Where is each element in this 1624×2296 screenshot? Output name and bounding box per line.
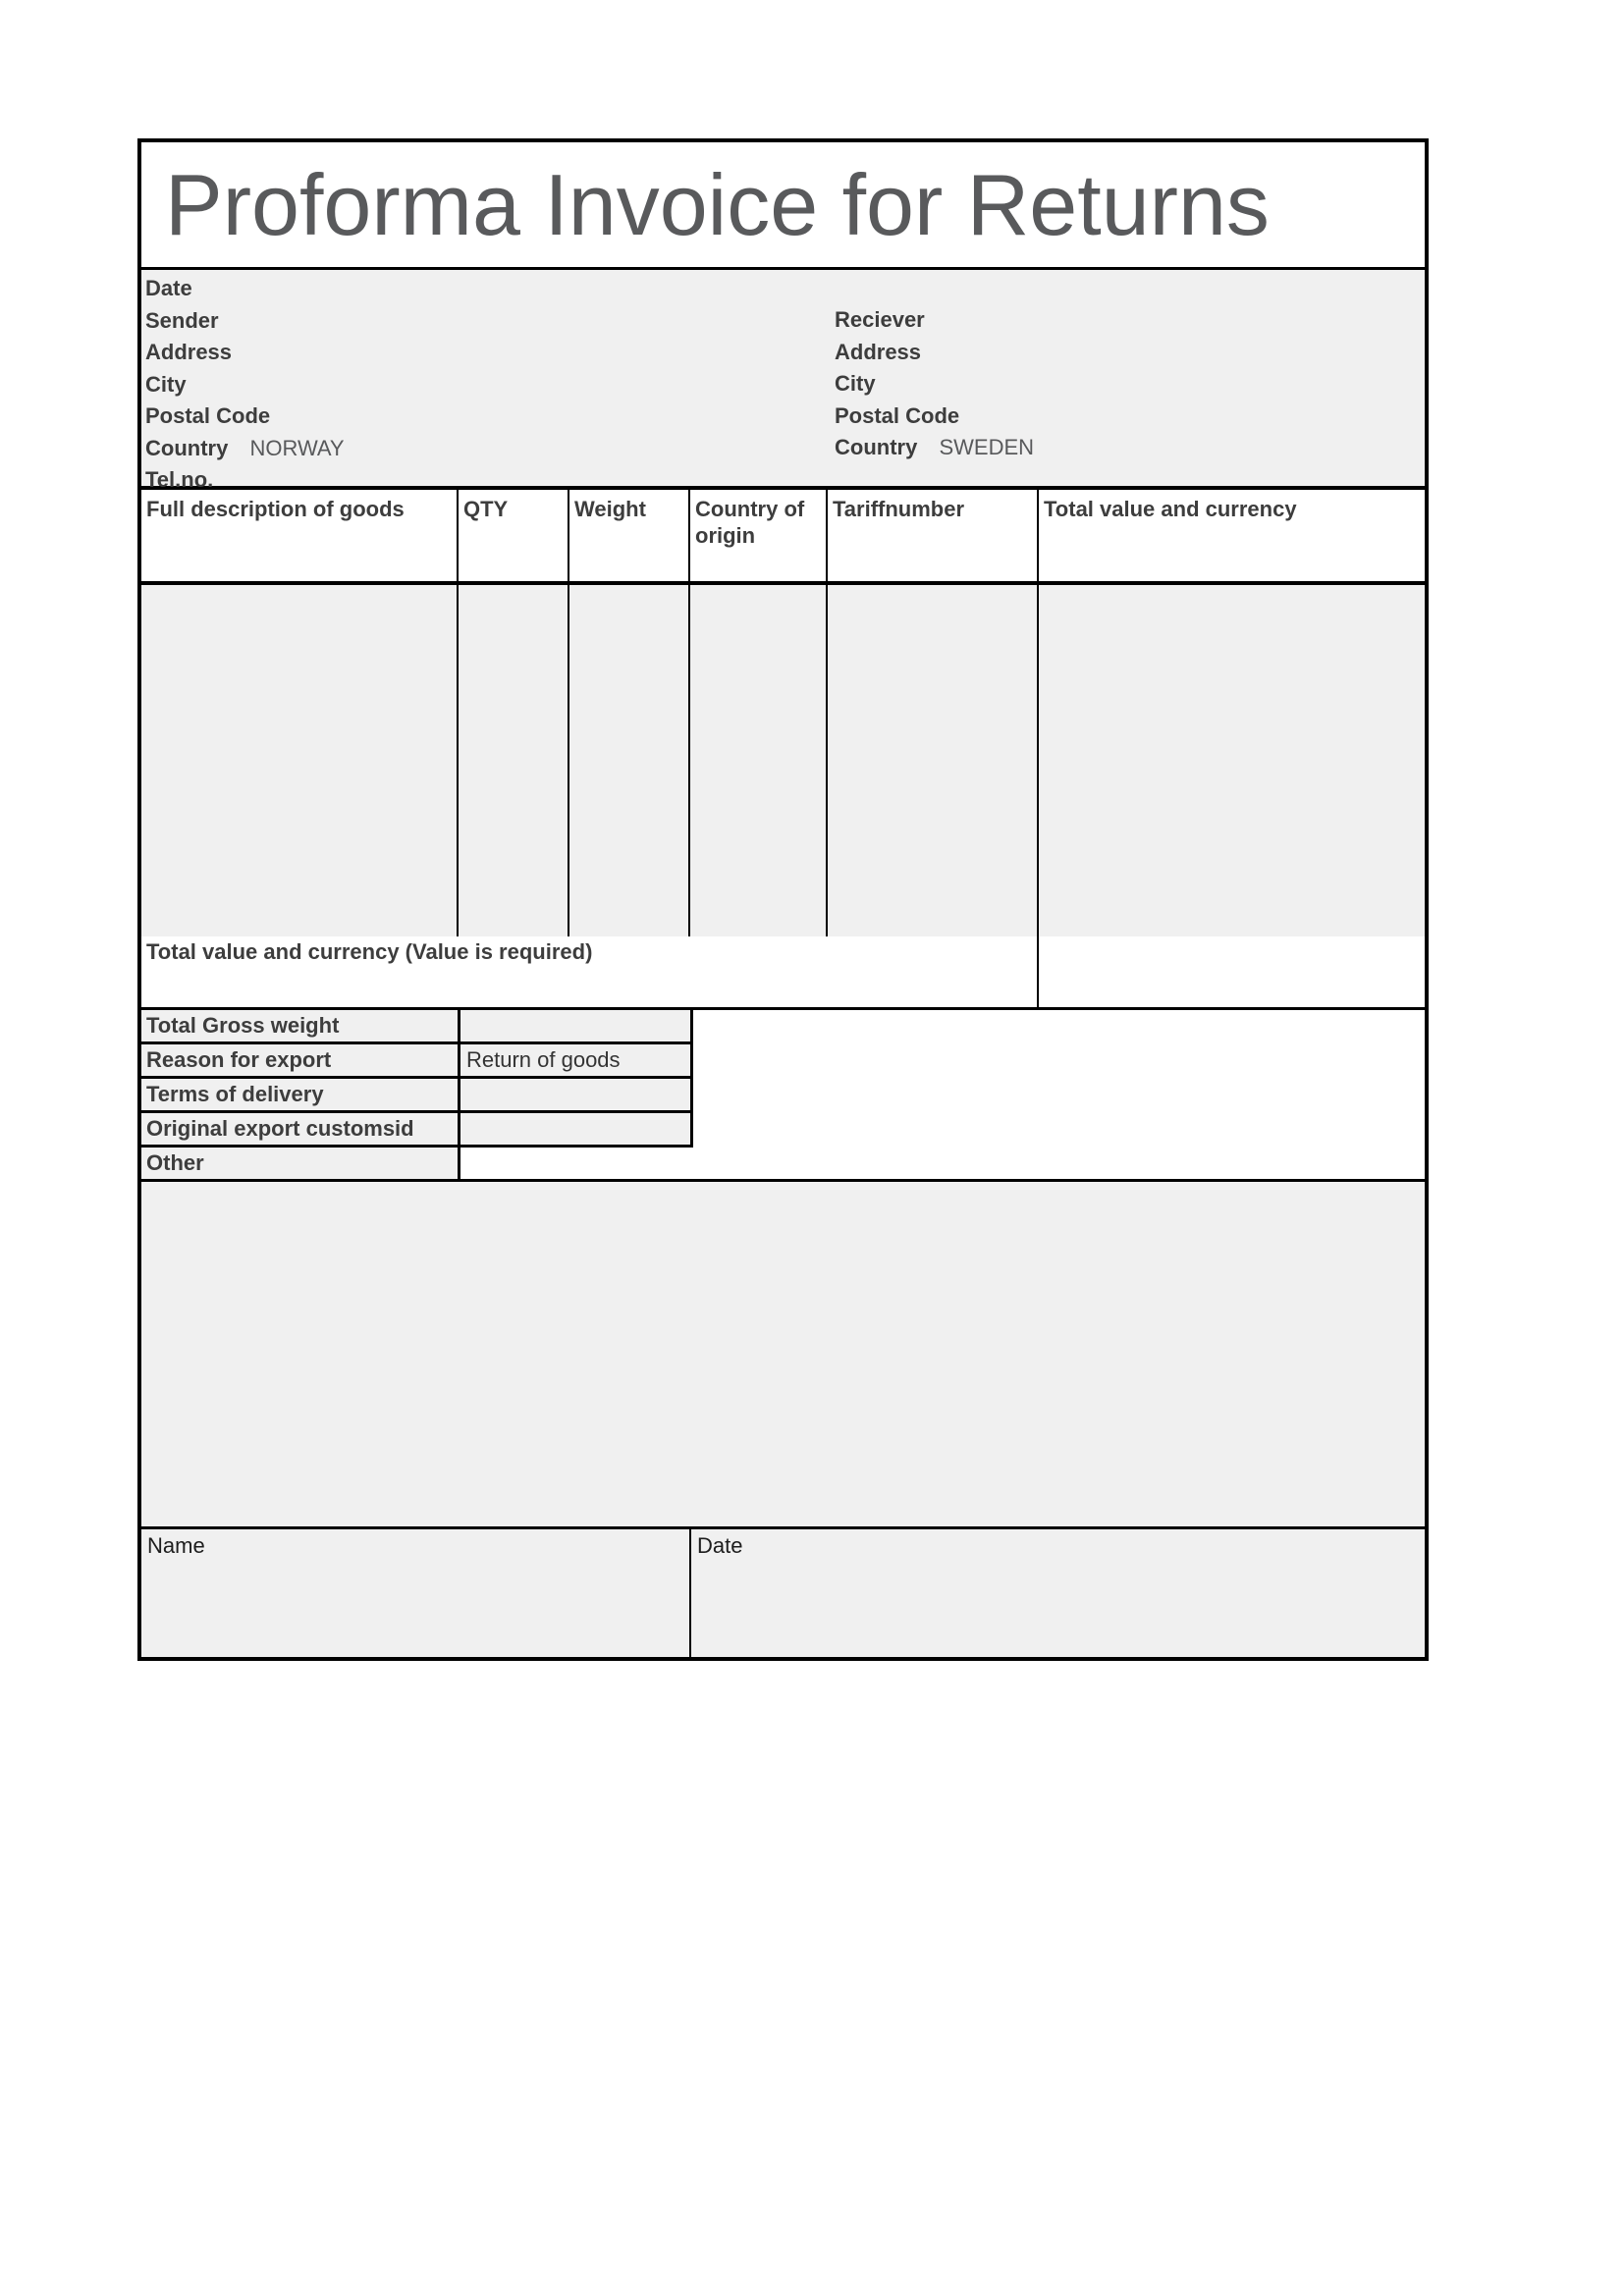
signature-section [141, 1529, 1425, 1657]
terms-of-delivery-spacer [693, 1079, 1425, 1113]
total-value-label: Total value and currency (Value is required) [141, 936, 1039, 1007]
receiver-address-line [835, 337, 1034, 369]
receiver-country-line [835, 432, 1034, 464]
receiver-column [835, 304, 1034, 464]
date-line [145, 273, 345, 305]
goods-cell-tariffnumber[interactable] [828, 585, 1039, 936]
page-title: Proforma Invoice for Returns [165, 155, 1270, 253]
signature-name-cell[interactable] [141, 1529, 691, 1657]
goods-cell-total-value[interactable] [1039, 585, 1425, 936]
original-export-customsid-row [141, 1113, 1425, 1148]
col-header-weight: Weight [569, 490, 690, 581]
summary-section [141, 1010, 1425, 1182]
col-header-qty: QTY [459, 490, 569, 581]
original-export-customsid-label: Original export customsid [141, 1113, 460, 1148]
sender-address-line [145, 337, 345, 369]
receiver-city-line [835, 368, 1034, 400]
goods-cell-weight[interactable] [569, 585, 690, 936]
name-label: Name [147, 1533, 205, 1558]
terms-of-delivery-value-cell[interactable] [460, 1079, 693, 1113]
receiver-postal-label: Postal Code [835, 402, 960, 428]
receiver-country-value: SWEDEN [939, 435, 1035, 459]
sender-postal-label: Postal Code [145, 403, 271, 428]
sender-country-line [145, 433, 345, 465]
reason-for-export-label: Reason for export [141, 1044, 460, 1079]
total-value-row [141, 936, 1425, 1010]
sender-country-value: NORWAY [249, 435, 345, 460]
sender-column [145, 273, 345, 497]
date-label: Date [145, 276, 192, 300]
parties-section [141, 270, 1425, 490]
original-export-customsid-spacer [693, 1113, 1425, 1148]
signature-date-label: Date [697, 1533, 743, 1558]
receiver-label: Reciever [835, 307, 925, 332]
sender-postal-line [145, 400, 345, 433]
other-row [141, 1148, 1425, 1179]
receiver-postal-line [835, 400, 1034, 433]
goods-cell-qty[interactable] [459, 585, 569, 936]
gross-weight-value-cell[interactable] [460, 1010, 693, 1044]
goods-cell-description[interactable] [141, 585, 459, 936]
reason-for-export-row [141, 1044, 1425, 1079]
sender-city-label: City [145, 371, 187, 397]
col-header-tariffnumber: Tariffnumber [828, 490, 1039, 581]
gross-weight-row [141, 1010, 1425, 1044]
sender-label: Sender [145, 307, 219, 333]
sender-tel-line [145, 464, 345, 497]
reason-for-export-spacer [693, 1044, 1425, 1079]
sender-tel-label: Tel.no. [145, 467, 214, 492]
sender-address-label: Address [145, 340, 233, 364]
proforma-invoice-form [137, 138, 1429, 1661]
gross-weight-label: Total Gross weight [141, 1010, 460, 1044]
other-value-cell[interactable] [460, 1148, 1425, 1179]
receiver-city-label: City [835, 371, 876, 396]
gross-weight-spacer [693, 1010, 1425, 1044]
other-label: Other [141, 1148, 460, 1179]
goods-table-header [141, 490, 1425, 585]
sender-line [145, 305, 345, 338]
receiver-address-label: Address [835, 339, 922, 364]
original-export-customsid-value-cell[interactable] [460, 1113, 693, 1148]
col-header-description: Full description of goods [141, 490, 459, 581]
receiver-country-label: Country [835, 435, 918, 459]
signature-date-cell[interactable] [691, 1529, 1425, 1657]
title-row [141, 142, 1425, 270]
sender-city-line [145, 369, 345, 401]
terms-of-delivery-label: Terms of delivery [141, 1079, 460, 1113]
col-header-origin: Country of origin [690, 490, 828, 581]
goods-cell-origin[interactable] [690, 585, 828, 936]
sender-country-label: Country [145, 435, 229, 460]
total-value-input-cell[interactable] [1039, 936, 1425, 1007]
goods-table-body-row [141, 585, 1425, 936]
notes-area[interactable] [141, 1182, 1425, 1529]
terms-of-delivery-row [141, 1079, 1425, 1113]
col-header-total-value: Total value and currency [1044, 497, 1297, 521]
receiver-line [835, 304, 1034, 337]
reason-for-export-value-cell[interactable]: Return of goods [460, 1044, 693, 1079]
